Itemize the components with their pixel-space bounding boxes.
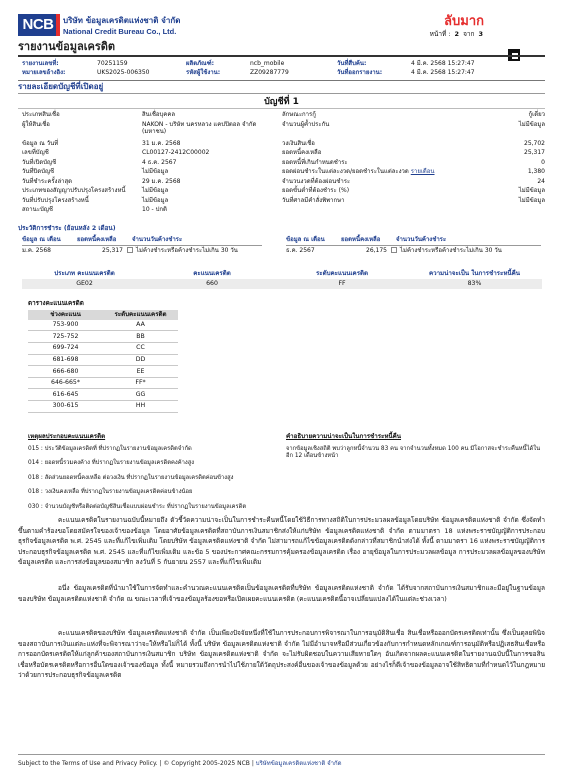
col-month: ข้อมูล ณ เดือน xyxy=(22,236,61,243)
status-checkbox-icon xyxy=(391,247,397,253)
level-cell: DD xyxy=(135,356,146,364)
report-date-value: 4 มี.ค. 2568 15:27:47 xyxy=(411,68,475,76)
detail-label: ยอดขั้นต่ำที่ต้องชำระ (%) xyxy=(282,187,350,194)
detail-value: 10 - ปกติ xyxy=(142,206,167,213)
detail-row xyxy=(282,159,545,169)
col-status: จำนวนวันค้างชำระ xyxy=(132,236,183,243)
probability-cell: 83% xyxy=(467,279,482,287)
reference-no-label: หมายเลขอ้างอิง: xyxy=(22,68,66,76)
detail-label: สถานะบัญชี xyxy=(22,206,53,213)
range-cell: 646-665* xyxy=(51,379,80,387)
range-cell: 725-752 xyxy=(52,332,79,340)
score-type-cell: GE02 xyxy=(76,279,93,287)
range-cell: 616-645 xyxy=(52,390,79,398)
detail-label: ยอดหนี้คงเหลือ xyxy=(282,149,322,156)
user-id-label: รหัสผู้ใช้งาน: xyxy=(186,68,221,76)
inquiry-date-label: วันที่สืบค้น: xyxy=(337,60,367,67)
page-current: 2 xyxy=(454,30,460,38)
detail-label: ลักษณะการกู้ xyxy=(282,111,316,118)
payment-history-table-2 xyxy=(286,236,541,254)
detail-value: 25,317 xyxy=(524,149,545,156)
status-cell xyxy=(127,247,238,255)
inquiry-date-value: 4 มี.ค. 2568 15:27:47 xyxy=(411,60,475,67)
account-details-left xyxy=(22,111,267,216)
reference-no-value: UKS2025-006350 xyxy=(97,68,150,76)
detail-value: ไม่มีข้อมูล xyxy=(142,187,169,194)
detail-label: ประเภทของสัญญาปรับปรุงโครงสร้างหนี้ xyxy=(22,187,126,194)
divider xyxy=(18,80,545,81)
detail-value: CL00127-2412C00002 xyxy=(142,149,210,156)
monthly-link[interactable]: รายเดือน xyxy=(410,168,435,175)
company-name-thai: บริษัท ข้อมูลเครดิตแห่งชาติ จำกัด xyxy=(63,16,181,25)
reason-item: 018 : วงเงินคงเหลือ ที่ปรากฏในรายงานข้อมูลเครดิตค่อนข้างน้อย xyxy=(28,489,193,496)
range-cell: 681-698 xyxy=(52,356,79,364)
table-row xyxy=(22,279,542,289)
detail-row xyxy=(22,149,267,159)
score-cell: 660 xyxy=(206,279,218,287)
table-row xyxy=(28,401,178,413)
detail-label: วันที่เปิดบัญชี xyxy=(22,158,57,166)
detail-label: วันที่ชำระครั้งล่าสุด xyxy=(22,177,73,185)
level-cell: FF* xyxy=(135,379,146,387)
divider xyxy=(18,55,545,57)
probability-text: จากข้อมูลเชิงสถิติ พบว่าลูกหนี้จำนวน 83 คน จากจำนวนทั้งหมด 100 คน มีโอกาสจะชำระคืนหนี้ได้ในอีก 12 เดือนข้างหน้า xyxy=(286,445,541,459)
detail-value: 1,380 xyxy=(527,168,545,175)
page-number xyxy=(430,30,487,38)
detail-value: ไม่มีข้อมูล xyxy=(518,187,545,194)
confidential-stamp: ลับมาก xyxy=(444,14,484,29)
status-text: ไม่ค้างชำระหรือค้างชำระไม่เกิน 30 วัน xyxy=(136,246,238,254)
page-label: หน้าที่ : xyxy=(429,30,451,38)
detail-label: ยอดหนี้ที่เกินกำหนดชำระ xyxy=(282,158,348,166)
month-cell: ม.ค. 2568 xyxy=(22,246,51,254)
detail-row xyxy=(22,197,267,207)
detail-value: 29 ม.ค. 2568 xyxy=(142,177,181,185)
payment-history-table-1 xyxy=(22,236,262,254)
footer-divider xyxy=(18,754,545,755)
range-cell: 753-900 xyxy=(52,321,79,329)
range-cell: 300-615 xyxy=(52,402,79,410)
detail-value: กู้เดี่ยว xyxy=(528,111,545,118)
detail-label: วันที่ศาลมีคำสั่งพิพากษา xyxy=(282,196,345,204)
detail-row xyxy=(282,140,545,150)
reason-item: 018 : สัดส่วนยอดหนี้คงเหลือ ต่อวงเงิน ที่ปรากฏในรายงานข้อมูลเครดิตค่อนข้างสูง xyxy=(28,474,234,481)
detail-value: 4 ธ.ค. 2567 xyxy=(142,158,177,166)
ncb-logo: NCB xyxy=(18,14,58,36)
detail-value: ไม่มีข้อมูล xyxy=(518,120,545,128)
level-cell: AA xyxy=(136,321,145,329)
probability-caption: คำอธิบายความน่าจะเป็นในการชำระหนี้คืน xyxy=(286,433,402,440)
col-status: จำนวนวันค้างชำระ xyxy=(396,236,447,243)
detail-value: ไม่มีข้อมูล xyxy=(142,168,169,175)
divider xyxy=(18,108,545,109)
reason-item: 014 : ยอดหนี้รวมคงค้าง ที่ปรากฏในรายงานข้อมูลเครดิตคงค้างสูง xyxy=(28,460,195,467)
detail-label: ผู้ให้สินเชื่อ xyxy=(22,120,50,128)
table-row xyxy=(28,343,178,355)
detail-value: NAKON - บริษัท นครหลวง แคปปิตอล จำกัด (มหาชน) xyxy=(142,120,257,135)
page-of: จาก xyxy=(463,30,475,38)
detail-row xyxy=(22,111,267,121)
product-label: ผลิตภัณฑ์: xyxy=(186,60,214,67)
detail-row xyxy=(22,121,267,140)
detail-value: ไม่มีข้อมูล xyxy=(142,196,169,204)
divider xyxy=(18,93,545,94)
col-score: คะแนนเครดิต xyxy=(193,270,231,277)
table-row xyxy=(28,320,178,332)
detail-value: 25,702 xyxy=(524,139,545,147)
footer xyxy=(18,760,342,768)
product-value: ncb_mobile xyxy=(250,60,285,67)
range-cell: 699-724 xyxy=(52,344,79,352)
credit-score-table xyxy=(22,270,542,289)
detail-label: วันที่ปิดบัญชี xyxy=(22,168,55,175)
score-level-cell: FF xyxy=(338,279,346,287)
col-balance: ยอดหนี้คงเหลือ xyxy=(341,236,381,243)
col-balance: ยอดหนี้คงเหลือ xyxy=(77,236,117,243)
report-no-value: 70251159 xyxy=(97,60,128,67)
company-name-english: National Credit Bureau Co., Ltd. xyxy=(63,27,177,36)
meta-col-3 xyxy=(337,60,537,77)
account-title: บัญชีที่ 1 xyxy=(264,97,299,107)
detail-label: เลขที่บัญชี xyxy=(22,149,49,156)
status-checkbox-icon xyxy=(127,247,133,253)
detail-row xyxy=(22,187,267,197)
detail-row xyxy=(282,197,545,207)
level-cell: HH xyxy=(135,402,146,410)
report-no-label: รายงานเลขที่: xyxy=(22,60,59,67)
col-range: ช่วงคะแนน xyxy=(50,310,81,318)
level-cell: BB xyxy=(136,332,145,340)
installment-label: ยอดผ่อนชำระในแต่ละงวด/ยอดชำระในแต่ละงวด xyxy=(282,168,409,175)
detail-row xyxy=(282,121,545,140)
detail-label: ข้อมูล ณ วันที่ xyxy=(22,139,59,147)
table-row xyxy=(22,246,262,255)
table-header xyxy=(22,236,262,246)
footer-text: Subject to the Terms of Use and Privacy Policy. | © Copyright 2005-2025 NCB | xyxy=(18,760,254,767)
reasons-caption: เหตุผลประกอบคะแนนเครดิต xyxy=(28,433,106,440)
table-header xyxy=(22,270,542,279)
user-id-value: ZZ09287779 xyxy=(250,68,289,76)
detail-label: วงเงินสินเชื่อ xyxy=(282,139,315,147)
range-cell: 666-680 xyxy=(52,367,79,375)
disclaimer-paragraph: คะแนนเครดิตในรายงานฉบับนี้หมายถึง ตัวชี้วัดความน่าจะเป็นในการชำระคืนหนี้โดยใช้วิธีการทางสถิติในการประมวลผลข้อมูลโดยบริษัท ข้อมูลเครดิตแห่งชาติ จำกัด ซึ่งจัดทำขึ้นตามคำร้องขอโดยสมัครใจของเจ้าของข้อมูล โดยอาศัยข้อมูลเครดิตที่สถาบันการเงินสมาชิกส่งให้แก่บริษัท ข้อมูลเครดิตแห่งชาติ จำกัด ตามมาตรา 18 แห่งพระราชบัญญัติการประกอบธุรกิจข้อมูลเครดิต พ.ศ. 2545 และที่แก้ไขเพิ่มเติม โดยบริษัท ข้อมูลเครดิตแห่งชาติ จำกัด ไม่สามารถแก้ไขข้อมูลเครดิตดังกล่าวที่สมาชิกนำส่งได้ ทั้งนี้ ตามมาตรา 16 แห่งพระราชบัญญัติการประกอบธุรกิจข้อมูลเครดิต พ.ศ. 2545 และที่แก้ไขเพิ่มเติม และข้อ 5 ของประกาศคณะกรรมการคุ้มครองข้อมูลเครดิต เรื่อง อายุข้อมูลในการประมวลผลข้อมูล การประมวลผลข้อมูลของบริษัทข้อมูลเครดิต และการส่งข้อมูลของสมาชิก ลงวันที่ 5 กันยายน 2557 และที่แก้ไขเพิ่มเติม xyxy=(18,516,545,567)
score-reasons xyxy=(28,433,268,518)
detail-value: 24 xyxy=(537,177,545,185)
detail-row xyxy=(22,206,267,216)
detail-row xyxy=(282,111,545,121)
probability-explanation xyxy=(286,433,541,460)
col-score-type: ประเภท คะแนนเครดิต xyxy=(54,270,115,277)
score-range-table xyxy=(28,300,178,413)
detail-value: ไม่มีข้อมูล xyxy=(518,196,545,204)
status-text: ไม่ค้างชำระหรือค้างชำระไม่เกิน 30 วัน xyxy=(400,246,502,254)
table-row xyxy=(28,389,178,401)
detail-value: 0 xyxy=(541,158,545,166)
detail-label: ประเภทสินเชื่อ xyxy=(22,111,60,118)
detail-value: 31 ม.ค. 2568 xyxy=(142,139,181,147)
payment-history-caption: ประวัติการชำระ (ย้อนหลัง 2 เดือน) xyxy=(18,225,116,232)
report-title: รายงานข้อมูลเครดิต xyxy=(18,40,116,53)
detail-row xyxy=(22,178,267,188)
section-title: รายละเอียดบัญชีที่เปิดอยู่ xyxy=(18,82,104,91)
detail-row xyxy=(22,159,267,169)
meta-col-1 xyxy=(22,60,187,77)
table-row xyxy=(28,355,178,367)
footer-company-link[interactable]: บริษัทข้อมูลเครดิตแห่งชาติ จำกัด xyxy=(255,760,342,767)
meta-col-2 xyxy=(186,60,336,77)
level-cell: CC xyxy=(136,344,145,352)
level-cell: EE xyxy=(136,367,145,375)
detail-row xyxy=(282,149,545,159)
disclaimer-paragraph: คะแนนเครดิตของบริษัท ข้อมูลเครดิตแห่งชาติ จำกัด เป็นเพียงปัจจัยหนึ่งที่ใช้ในการประกอบการพิจารณาในการอนุมัติสินเชื่อ สินเชื่อหรือออกบัตรเครดิตเท่านั้น ซึ่งเป็นดุลยพินิจของสถาบันการเงินแต่ละแห่งที่จะพิจารณาว่าจะให้หรือไม่ก็ได้ ทั้งนี้ บริษัท ข้อมูลเครดิตแห่งชาติ จำกัด ไม่มีอำนาจหรือมีส่วนเกี่ยวข้องกับการกำหนดหลักเกณฑ์การอนุมัติหรือปฏิเสธสินเชื่อหรือการออกบัตรเครดิตให้แก่ลูกค้าของสถาบันการเงินสมาชิก บริษัท ข้อมูลเครดิตแห่งชาติ จำกัด จะไม่รับผิดชอบในความเสียหายใดๆ อันเกิดจากผลคะแนนเครดิตในรายงานฉบับนี้ในการขอสินเชื่อหรือบัตรเครดิตหรือการอื่นใดของเจ้าของข้อมูล ทั้งนี้ หมายรวมถึงการนำไปใช้ภายใต้วัตถุประสงค์อื่นของเจ้าของข้อมูลด้วย อย่างไรก็ดีเจ้าของข้อมูลอาจใช้สิทธิตามที่กำหนดไว้ในกฎหมายว่าด้วยการประกอบธุรกิจข้อมูลเครดิต xyxy=(18,629,545,680)
detail-value: สินเชื่อบุคคล xyxy=(142,111,176,118)
table-row xyxy=(28,331,178,343)
balance-cell: 26,175 xyxy=(366,246,387,254)
table-header xyxy=(28,310,178,320)
score-range-caption: ตารางคะแนนเครดิต xyxy=(28,300,84,307)
detail-row xyxy=(282,168,545,178)
table-header xyxy=(286,236,541,246)
detail-label: วันที่ปรับปรุงโครงสร้างหนี้ xyxy=(22,196,89,204)
detail-row xyxy=(282,187,545,197)
table-row xyxy=(28,366,178,378)
disclaimer-paragraph: อนึ่ง ข้อมูลเครดิตที่นำมาใช้ในการจัดทำและคำนวณคะแนนเครดิตเป็นข้อมูลเครดิตที่บริษัท ข้อมูลเครดิตแห่งชาติ จำกัด ได้รับจากสถาบันการเงินสมาชิกและมีอยู่ในฐานข้อมูลของบริษัท ข้อมูลเครดิตแห่งชาติ จำกัด ณ ขณะเวลาที่เจ้าของข้อมูลร้องขอหรือเปิดเผยคะแนนเครดิต (คะแนนเครดิตนี้อาจเปลี่ยนแปลงได้ในแต่ละช่วงเวลา) xyxy=(18,584,545,603)
table-row xyxy=(286,246,541,255)
logo-accent xyxy=(56,14,60,36)
col-month: ข้อมูล ณ เดือน xyxy=(286,236,325,243)
col-level: ระดับคะแนนเครดิต xyxy=(114,310,167,318)
detail-row xyxy=(282,178,545,188)
month-cell: ธ.ค. 2567 xyxy=(286,246,315,254)
reason-item: 030 : จำนวนบัญชีหรือติดต่อบัญชีสินเชื่อแบบผ่อนชำระ ที่ปรากฏในรายงานข้อมูลเครดิต xyxy=(28,503,247,510)
detail-label xyxy=(282,168,435,178)
col-probability: ความน่าจะเป็น ในการชำระหนี้คืน xyxy=(428,270,521,277)
detail-row xyxy=(22,168,267,178)
level-cell: GG xyxy=(135,390,146,398)
col-score-level: ระดับคะแนนเครดิต xyxy=(315,270,369,277)
detail-label: จำนวนผู้ค้ำประกัน xyxy=(282,120,330,128)
detail-row xyxy=(22,140,267,150)
reason-item: 015 : ประวัติข้อมูลเครดิตที่ ที่ปรากฏในรายงานข้อมูลเครดิตจำกัด xyxy=(28,445,192,452)
account-details-right xyxy=(282,111,545,206)
status-cell xyxy=(391,247,502,255)
balance-cell: 25,317 xyxy=(102,246,123,254)
table-row xyxy=(28,378,178,390)
page-total: 3 xyxy=(478,30,483,38)
detail-label: จำนวนงวดที่ต้องผ่อนชำระ xyxy=(282,177,351,185)
report-date-label: วันที่ออกรายงาน: xyxy=(337,68,383,76)
